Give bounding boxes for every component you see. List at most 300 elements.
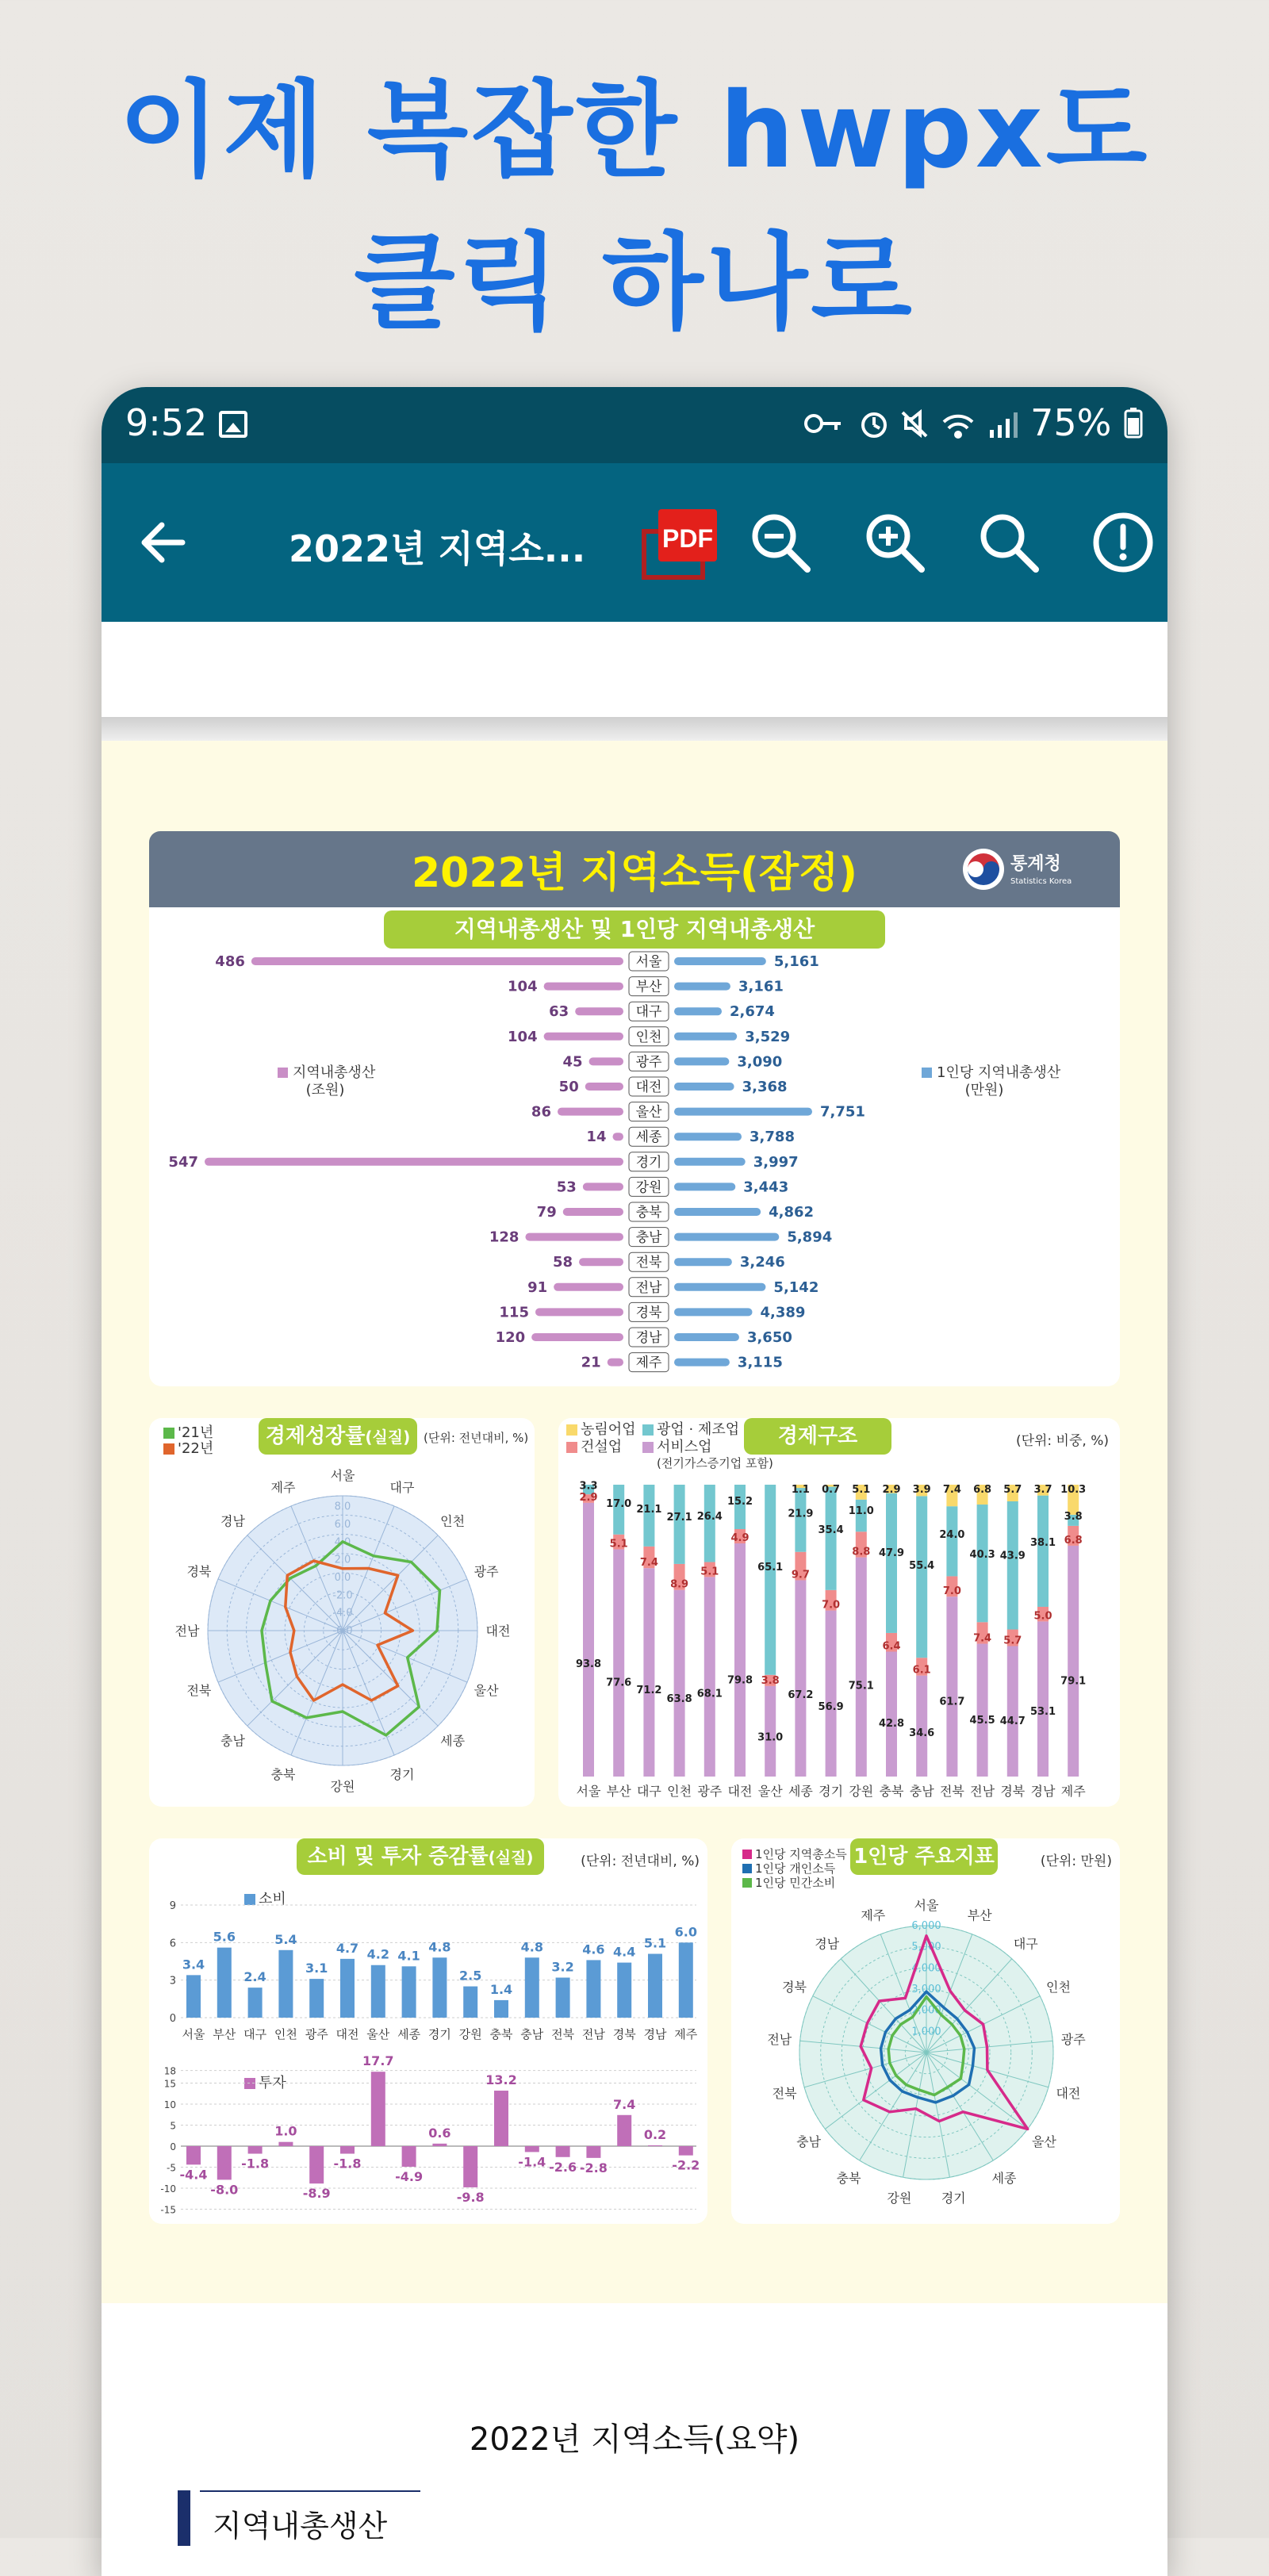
- cons-axis-label-11: 충남: [520, 2027, 544, 2041]
- consumption-bar-7: [402, 1966, 416, 2018]
- consumption-value-1: 5.6: [213, 1929, 236, 1945]
- pdf-icon: [641, 504, 720, 581]
- grdp-value-16: 21: [581, 1354, 601, 1371]
- investment-bar-15: [648, 2145, 662, 2146]
- percapita-bar-7: [674, 1133, 742, 1140]
- structure-service-bar-1: [613, 1550, 624, 1777]
- svg-text:PDF: PDF: [662, 524, 713, 553]
- structure-mfg-value-7: 21.9: [788, 1508, 814, 1520]
- pc-axis-label-1: 부산: [967, 1907, 992, 1923]
- grdp-value-11: 128: [489, 1229, 519, 1246]
- region-label-0: 서울: [635, 954, 662, 970]
- structure-service-value-0: 93.8: [575, 1658, 602, 1670]
- consumption-bar-11: [525, 1957, 539, 2018]
- pc-tick-1: 2,000: [911, 2004, 941, 2017]
- percapita-bar-15: [674, 1333, 739, 1341]
- structure-agri-value-14: 5.7: [1003, 1484, 1022, 1496]
- grdp-value-7: 14: [586, 1129, 607, 1146]
- cons-axis-label-6: 울산: [366, 2027, 390, 2041]
- consumption-value-4: 3.1: [305, 1961, 328, 1976]
- structure-mfg-value-1: 17.0: [606, 1498, 632, 1511]
- growth-tick-1: -4.0: [332, 1607, 353, 1620]
- investment-bar-4: [309, 2146, 324, 2183]
- pc-axis-label-9: 강원: [887, 2190, 912, 2206]
- investment-value-5: -1.8: [333, 2156, 362, 2172]
- legend-grdp-unit: (조원): [305, 1082, 345, 1098]
- cons-axis-label-7: 세종: [397, 2027, 421, 2041]
- region-label-14: 경북: [635, 1305, 662, 1321]
- cons-axis-label-16: 제주: [674, 2027, 698, 2041]
- battery-level: [1030, 401, 1144, 444]
- consumption-bar-15: [648, 1954, 662, 2018]
- percapita-bar-12: [674, 1258, 732, 1266]
- percapita-bar-13: [674, 1283, 765, 1291]
- region-label-7: 세종: [635, 1129, 662, 1146]
- grdp-bar-6: [558, 1108, 623, 1116]
- structure-construction-value-12: 7.0: [942, 1585, 961, 1598]
- consumption-value-11: 4.8: [520, 1939, 543, 1955]
- structure-construction-value-10: 6.4: [882, 1640, 901, 1653]
- structure-service-bar-15: [1037, 1621, 1049, 1777]
- back-arrow-icon[interactable]: [135, 514, 192, 571]
- signal-icon: [990, 412, 1018, 438]
- investment-bar-2: [248, 2146, 263, 2154]
- structure-manufacturing-bar-12: [946, 1506, 957, 1576]
- growth-axis-label-4: 대전: [485, 1623, 511, 1639]
- infographic-title: 2022년 지역소득(잠정): [412, 849, 857, 897]
- cons-axis-label-12: 전북: [551, 2027, 575, 2041]
- consumption-value-9: 2.5: [459, 1968, 482, 1984]
- consumption-value-8: 4.8: [428, 1939, 451, 1955]
- consumption-bar-13: [586, 1960, 600, 2018]
- structure-construction-value-1: 5.1: [609, 1538, 628, 1551]
- promo-headline-line2: 클릭 하나로: [354, 222, 915, 344]
- pc-axis-label-6: 울산: [1031, 2134, 1056, 2150]
- growth-axis-label-1: 대구: [389, 1479, 415, 1495]
- structure-service-value-3: 63.8: [666, 1692, 692, 1705]
- percapita-value-10: 4,862: [769, 1204, 815, 1221]
- structure-service-bar-4: [704, 1577, 715, 1777]
- investment-bar-1: [217, 2146, 232, 2179]
- investment-bar-5: [340, 2146, 355, 2154]
- pc-axis-label-16: 제주: [861, 1907, 886, 1923]
- growth-tick-4: 2.0: [334, 1554, 351, 1566]
- structure-service-value-10: 42.8: [878, 1717, 905, 1730]
- svg-text:통계청: 통계청: [1010, 854, 1061, 874]
- investment-value-3: 1.0: [274, 2123, 297, 2139]
- pc-axis-label-8: 경기: [941, 2190, 966, 2206]
- grdp-value-10: 79: [536, 1204, 557, 1221]
- percapita-bar-16: [674, 1359, 730, 1367]
- legend-service-note: (전기가스증기업 포함): [657, 1456, 773, 1470]
- legend-investment: 투자: [259, 2075, 286, 2091]
- structure-manufacturing-bar-6: [765, 1485, 776, 1675]
- region-label-5: 대전: [635, 1079, 662, 1095]
- summary-page-title: 2022년 지역소득(요약): [469, 2421, 800, 2458]
- structure-service-bar-8: [826, 1611, 837, 1777]
- structure-mfg-value-4: 26.4: [696, 1510, 723, 1523]
- cons-axis-label-0: 서울: [182, 2027, 205, 2041]
- structure-mfg-value-8: 35.4: [818, 1524, 844, 1537]
- growth-title-sub: (실질): [365, 1428, 411, 1447]
- grdp-bar-7: [612, 1133, 623, 1140]
- pc-axis-label-12: 전북: [772, 2085, 797, 2101]
- investment-bar-0: [186, 2146, 201, 2164]
- structure-agri-value-7: 1.1: [791, 1484, 810, 1496]
- structure-mfg-value-10: 47.9: [878, 1547, 905, 1559]
- structure-construction-value-7: 9.7: [791, 1569, 810, 1581]
- investment-bar-16: [679, 2146, 693, 2156]
- grdp-value-3: 104: [508, 1028, 538, 1045]
- growth-axis-label-5: 울산: [473, 1683, 499, 1699]
- grdp-value-1: 104: [508, 978, 538, 995]
- investment-value-0: -4.4: [179, 2167, 208, 2183]
- inv-ytick-5: 10: [163, 2099, 176, 2110]
- investment-value-16: -2.2: [672, 2157, 700, 2173]
- structure-axis-label-14: 경북: [1000, 1784, 1026, 1799]
- percapita-bar-3: [674, 1033, 737, 1041]
- document-page-summary[interactable]: [102, 2306, 1167, 2576]
- percapita-value-1: 3,161: [738, 978, 784, 995]
- grdp-bar-1: [544, 983, 623, 991]
- consumption-bar-0: [186, 1975, 201, 2018]
- structure-mfg-value-5: 15.2: [727, 1496, 753, 1508]
- investment-bar-9: [463, 2146, 477, 2187]
- structure-agri-value-12: 7.4: [942, 1484, 961, 1496]
- consumption-value-12: 3.2: [551, 1959, 574, 1975]
- structure-service-value-4: 68.1: [696, 1688, 723, 1700]
- investment-bar-11: [525, 2146, 539, 2152]
- growth-axis-label-9: 충북: [270, 1767, 296, 1783]
- zoom-out-icon[interactable]: [742, 504, 819, 581]
- structure-service-bar-16: [1068, 1546, 1079, 1777]
- statistics-korea-logo: [961, 845, 1080, 893]
- structure-service-value-15: 53.1: [1029, 1705, 1056, 1718]
- promo-headline-line1: 이제 복잡한 hwpx도: [118, 70, 1151, 192]
- percapita-bar-4: [674, 1057, 729, 1065]
- percapita-bar-2: [674, 1007, 722, 1015]
- percapita-value-2: 2,674: [730, 1003, 775, 1021]
- grdp-bar-0: [251, 957, 623, 965]
- consumption-value-3: 5.4: [274, 1931, 297, 1947]
- growth-axis-label-11: 전북: [186, 1683, 212, 1699]
- cons-axis-label-1: 부산: [213, 2027, 236, 2041]
- consumption-bar-10: [494, 2000, 508, 2018]
- consumption-bar-16: [679, 1942, 693, 2018]
- legend-swatch-percapita: [922, 1068, 932, 1078]
- consumption-bar-12: [556, 1978, 570, 2018]
- region-label-9: 강원: [635, 1179, 662, 1196]
- consumption-bar-2: [248, 1988, 263, 2018]
- legend-percapita-label: 1인당 지역내총생산: [937, 1064, 1061, 1081]
- legend-private-consumption: 1인당 민간소비: [755, 1876, 836, 1890]
- legend-swatch-grdp: [278, 1068, 288, 1078]
- percapita-value-15: 3,650: [746, 1329, 792, 1346]
- pc-tick-0: 1,000: [911, 2026, 941, 2038]
- cons-ytick-1: 3: [169, 1975, 176, 1988]
- consumption-value-2: 2.4: [243, 1969, 266, 1985]
- investment-value-13: -2.8: [579, 2160, 608, 2175]
- structure-axis-label-5: 대전: [727, 1784, 753, 1799]
- grdp-bar-10: [563, 1208, 623, 1216]
- consumption-value-13: 4.6: [582, 1942, 605, 1957]
- pc-axis-label-14: 경북: [782, 1980, 807, 1995]
- percapita-value-9: 3,443: [743, 1179, 789, 1196]
- structure-service-bar-12: [946, 1597, 957, 1777]
- per-capita-panel: [731, 1838, 1120, 2224]
- structure-axis-label-7: 세종: [788, 1784, 813, 1799]
- region-label-15: 경남: [635, 1330, 662, 1346]
- growth-tick-2: -2.0: [332, 1589, 353, 1602]
- consumption-bar-6: [371, 1965, 385, 2018]
- structure-service-value-1: 77.6: [606, 1677, 632, 1689]
- structure-construction-value-13: 7.4: [973, 1632, 992, 1645]
- percapita-bar-0: [674, 957, 766, 965]
- grdp-value-9: 53: [556, 1179, 577, 1196]
- structure-agri-value-9: 5.1: [852, 1484, 871, 1496]
- status-icons: [803, 404, 1041, 450]
- pc-axis-label-0: 서울: [914, 1898, 939, 1913]
- grdp-bar-14: [535, 1308, 623, 1316]
- pc-tick-2: 3,000: [911, 1984, 941, 1995]
- cons-axis-label-2: 대구: [243, 2027, 267, 2041]
- grdp-value-5: 50: [558, 1079, 579, 1095]
- structure-construction-value-9: 8.8: [852, 1546, 871, 1558]
- pc-tick-3: 4,000: [911, 1962, 941, 1975]
- structure-axis-label-16: 제주: [1060, 1784, 1086, 1799]
- structure-unit: (단위: 비중, %): [1015, 1433, 1109, 1449]
- structure-axis-label-4: 광주: [697, 1784, 723, 1799]
- pc-axis-label-4: 광주: [1060, 2031, 1086, 2047]
- inv-ytick-0: -15: [160, 2204, 176, 2216]
- infographic-header: [149, 831, 1120, 907]
- growth-axis-label-7: 경기: [389, 1767, 415, 1783]
- legend-consumption: 소비: [259, 1891, 286, 1907]
- investment-bar-10: [494, 2091, 508, 2146]
- pc-axis-label-2: 대구: [1013, 1936, 1038, 1952]
- structure-construction-value-4: 5.1: [700, 1566, 719, 1578]
- legend-grdp-label: 지역내총생산: [293, 1064, 376, 1081]
- legend-swatch-2021: [163, 1428, 174, 1439]
- grdp-chart: [149, 907, 1120, 1386]
- investment-value-1: -8.0: [210, 2182, 239, 2198]
- structure-service-bar-9: [856, 1558, 867, 1777]
- previous-page-bottom: [102, 622, 1167, 717]
- structure-service-bar-0: [583, 1503, 594, 1777]
- growth-axis-label-2: 인천: [440, 1513, 466, 1529]
- consumption-title-sub: (실질): [488, 1848, 534, 1867]
- cons-ytick-0: 0: [169, 2013, 176, 2025]
- structure-axis-label-1: 부산: [606, 1784, 631, 1799]
- percapita-value-0: 5,161: [773, 953, 819, 970]
- growth-axis-label-6: 세종: [440, 1733, 466, 1749]
- investment-value-14: 7.4: [613, 2096, 636, 2112]
- structure-construction-value-8: 7.0: [822, 1599, 841, 1612]
- investment-bar-13: [586, 2146, 600, 2158]
- status-indicator-icons: [803, 404, 1041, 443]
- structure-manufacturing-bar-11: [916, 1496, 927, 1658]
- consumption-unit: (단위: 전년대비, %): [581, 1853, 700, 1869]
- structure-service-value-12: 61.7: [939, 1696, 965, 1708]
- region-label-10: 충북: [635, 1205, 662, 1221]
- grdp-value-0: 486: [215, 953, 245, 970]
- consumption-value-7: 4.1: [397, 1948, 420, 1964]
- region-label-2: 대구: [635, 1004, 662, 1021]
- investment-value-2: -1.8: [241, 2156, 270, 2172]
- consumption-value-5: 4.7: [335, 1940, 359, 1956]
- consumption-bar-8: [432, 1957, 447, 2018]
- svg-text:Statistics Korea: Statistics Korea: [1010, 877, 1072, 886]
- percapita-bar-5: [674, 1083, 734, 1091]
- region-label-4: 광주: [635, 1054, 662, 1071]
- structure-mfg-value-6: 65.1: [757, 1561, 784, 1574]
- structure-construction-value-15: 5.0: [1033, 1610, 1052, 1623]
- structure-mfg-value-9: 11.0: [848, 1505, 874, 1517]
- investment-bar-6: [371, 2072, 385, 2146]
- status-bar: [102, 387, 1167, 463]
- percapita-value-5: 3,368: [742, 1079, 788, 1095]
- structure-service-value-2: 71.2: [636, 1684, 662, 1696]
- grdp-value-2: 63: [549, 1003, 569, 1021]
- structure-service-bar-5: [734, 1543, 746, 1777]
- cons-axis-label-10: 충북: [489, 2027, 513, 2041]
- region-label-11: 충남: [635, 1229, 662, 1246]
- structure-axis-label-11: 충남: [909, 1784, 934, 1799]
- grdp-bar-5: [585, 1083, 623, 1091]
- inv-ytick-1: -10: [160, 2183, 176, 2195]
- consumption-investment-chart: [149, 1838, 707, 2224]
- cons-axis-label-13: 전남: [581, 2027, 605, 2041]
- inv-ytick-3: 0: [170, 2141, 176, 2152]
- app-toolbar: [102, 463, 1167, 622]
- legend-2021: '21년: [178, 1424, 214, 1441]
- grdp-bar-11: [525, 1233, 623, 1241]
- search-icon[interactable]: [971, 504, 1047, 581]
- structure-manufacturing-bar-4: [704, 1485, 715, 1562]
- growth-axis-label-3: 광주: [473, 1563, 499, 1579]
- structure-section-title: 경제구조: [744, 1418, 891, 1455]
- structure-service-bar-7: [795, 1580, 806, 1777]
- legend-mfg: 광업 · 제조업: [657, 1421, 740, 1438]
- structure-service-value-5: 79.8: [727, 1674, 753, 1687]
- pc-tick-5: 6,000: [911, 1920, 941, 1932]
- consumption-value-16: 6.0: [674, 1924, 697, 1940]
- grdp-value-15: 120: [495, 1329, 526, 1346]
- consumption-value-10: 1.4: [489, 1981, 513, 1997]
- inv-ytick-2: -5: [167, 2162, 176, 2174]
- legend-agri: 농림어업: [581, 1421, 636, 1438]
- investment-value-10: 13.2: [485, 2072, 517, 2088]
- cons-axis-label-3: 인천: [274, 2027, 297, 2041]
- growth-axis-label-13: 경북: [186, 1563, 212, 1579]
- region-label-12: 전북: [635, 1255, 662, 1271]
- cons-axis-label-15: 경남: [643, 2027, 667, 2041]
- structure-axis-label-13: 전남: [970, 1784, 995, 1799]
- battery-text: 75%: [1030, 401, 1112, 444]
- consumption-value-15: 5.1: [643, 1935, 667, 1951]
- region-label-16: 제주: [635, 1355, 662, 1371]
- structure-axis-label-0: 서울: [576, 1784, 601, 1799]
- grdp-bar-2: [575, 1007, 623, 1015]
- grdp-bar-3: [544, 1033, 623, 1041]
- pc-tick-4: 5,000: [911, 1941, 941, 1953]
- percapita-bar-14: [674, 1308, 753, 1316]
- region-label-3: 인천: [635, 1029, 662, 1045]
- structure-construction-value-0: 2.9: [579, 1491, 598, 1504]
- investment-value-6: 17.7: [362, 2053, 394, 2069]
- pc-axis-label-3: 인천: [1046, 1980, 1071, 1995]
- structure-manufacturing-bar-3: [674, 1485, 685, 1564]
- structure-agri-value-11: 3.9: [912, 1484, 931, 1496]
- structure-mfg-value-3: 27.1: [666, 1511, 692, 1524]
- legend-percapita-unit: (만원): [964, 1082, 1004, 1098]
- growth-tick-5: 4.0: [334, 1536, 351, 1549]
- grdp-value-8: 547: [168, 1153, 198, 1171]
- percapita-value-14: 4,389: [760, 1304, 806, 1321]
- investment-bar-12: [556, 2146, 570, 2157]
- consumption-title-text: 소비 및 투자 증감률: [307, 1845, 489, 1869]
- document-page-infographic[interactable]: [102, 741, 1167, 2303]
- cons-ytick-2: 6: [169, 1938, 176, 1950]
- taegeuk-logo-icon: [961, 845, 1080, 893]
- summary-section-label: 지역내총생산: [213, 2509, 388, 2543]
- growth-axis-label-12: 전남: [174, 1623, 200, 1639]
- structure-agri-value-16: 10.3: [1060, 1484, 1087, 1496]
- consumption-value-6: 4.2: [366, 1946, 389, 1962]
- percapita-bar-10: [674, 1208, 761, 1216]
- structure-axis-label-15: 경남: [1030, 1784, 1056, 1799]
- percapita-bar-6: [674, 1108, 812, 1116]
- grdp-panel: [149, 907, 1120, 1386]
- structure-mfg-value-12: 24.0: [939, 1528, 965, 1541]
- growth-axis-label-8: 강원: [330, 1779, 355, 1794]
- structure-manufacturing-bar-13: [977, 1505, 988, 1622]
- percapita-value-11: 5,894: [787, 1229, 833, 1246]
- cons-ytick-3: 9: [169, 1900, 176, 1912]
- structure-mfg-value-15: 38.1: [1029, 1536, 1056, 1549]
- pc-axis-label-10: 충북: [836, 2171, 861, 2187]
- structure-axis-label-8: 경기: [819, 1784, 844, 1799]
- cons-axis-label-9: 강원: [458, 2027, 482, 2041]
- percapita-value-4: 3,090: [737, 1053, 783, 1071]
- structure-service-value-7: 67.2: [788, 1689, 814, 1701]
- region-label-6: 울산: [635, 1104, 662, 1121]
- structure-service-bar-2: [643, 1568, 654, 1777]
- pdf-export-button[interactable]: [641, 504, 720, 581]
- structure-service-value-6: 31.0: [757, 1731, 784, 1744]
- phone-screen: [102, 387, 1167, 2576]
- consumption-bar-9: [463, 1987, 477, 2018]
- structure-agri-value-15: 3.7: [1033, 1484, 1052, 1496]
- structure-construction-value-5: 4.9: [730, 1532, 750, 1545]
- pc-axis-label-15: 경남: [815, 1936, 840, 1952]
- structure-service-value-13: 45.5: [969, 1715, 995, 1727]
- percapita-value-13: 5,142: [773, 1278, 819, 1296]
- investment-value-4: -8.9: [302, 2186, 331, 2202]
- percapita-bar-8: [674, 1158, 746, 1166]
- grdp-bar-15: [531, 1333, 623, 1341]
- page-separator: [102, 717, 1167, 741]
- legend-personal-income: 1인당 개인소득: [755, 1861, 836, 1876]
- investment-value-9: -9.8: [456, 2189, 485, 2205]
- cons-axis-label-14: 경북: [612, 2027, 636, 2041]
- inv-ytick-6: 15: [163, 2078, 176, 2090]
- structure-axis-label-2: 대구: [636, 1784, 661, 1799]
- info-alert-icon[interactable]: [1085, 504, 1161, 581]
- percapita-bar-9: [674, 1183, 735, 1190]
- document-title: 2022년 지역소...: [289, 527, 586, 570]
- zoom-in-icon[interactable]: [857, 504, 933, 581]
